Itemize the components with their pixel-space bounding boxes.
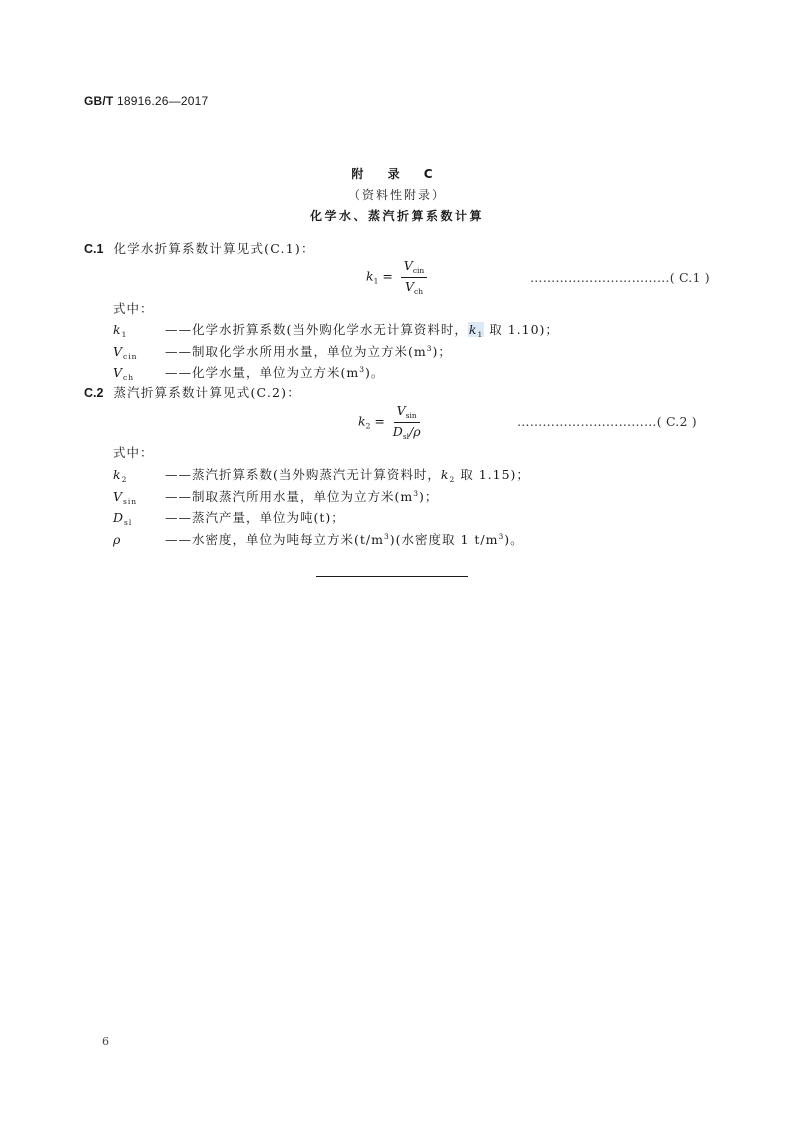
page-number: 6 — [102, 1035, 109, 1048]
formula-c1-number: ……………………………( C.1 ) — [530, 270, 710, 285]
appendix-title: 附 录 C — [351, 167, 443, 181]
definition-rho: ρ ——水密度，单位为吨每立方米$(t/m^3)$(水密度取 1 $t/m^3$)。 — [113, 532, 524, 547]
formula-c2-number: ……………………………( C.2 ) — [517, 414, 697, 429]
section-text: 蒸汽折算系数计算见式(C.2)： — [113, 385, 301, 400]
standard-number: 18916.26—2017 — [117, 94, 209, 108]
where-label: 式中： — [113, 445, 154, 460]
fraction: $\frac{V_{cin}}{V_{ch}}$ — [401, 258, 427, 296]
section-id: C.2 — [84, 386, 104, 400]
definition-vcin: $V_{cin}$ ——制取化学水所用水量，单位为立方米$(m^3)$； — [113, 344, 452, 361]
formula-c2: $k_2$ = $\frac{V_{sin}}{D_{sl}/\rho}$ — [358, 403, 421, 441]
formula-c1: $k_1$ = $\frac{V_{cin}}{V_{ch}}$ — [366, 258, 427, 296]
fraction: $\frac{V_{sin}}{D_{sl}/\rho}$ — [392, 403, 421, 441]
highlighted-symbol: $k_1$ — [468, 322, 484, 339]
section-id: C.1 — [84, 242, 104, 256]
section-text: 化学水折算系数计算见式(C.1)： — [113, 241, 315, 256]
section-c1-heading — [84, 239, 315, 257]
section-c2-heading — [84, 383, 301, 401]
standard-code: GB/T 18916.26—2017 — [84, 94, 209, 108]
definition-vsin: $V_{sin}$ ——制取蒸汽所用水量，单位为立方米$(m^3)$； — [113, 489, 439, 506]
appendix-name: 化学水、蒸汽折算系数计算 — [309, 209, 484, 223]
definition-vch: $V_{ch}$ ——化学水量，单位为立方米$(m^3)$。 — [113, 365, 385, 382]
appendix-subtitle: （资料性附录） — [347, 188, 446, 202]
definition-k1: $k_1$ ——化学水折算系数(当外购化学水无计算资料时，$k_1$ 取 1.10)； — [113, 322, 559, 339]
end-rule — [316, 576, 468, 577]
where-label: 式中： — [113, 301, 154, 316]
definition-k2: $k_2$ ——蒸汽折算系数(当外购蒸汽无计算资料时，$k_2$ 取 1.15)； — [113, 467, 530, 484]
definition-dsl: $D_{sl}$ ——蒸汽产量，单位为吨(t)； — [113, 510, 345, 527]
